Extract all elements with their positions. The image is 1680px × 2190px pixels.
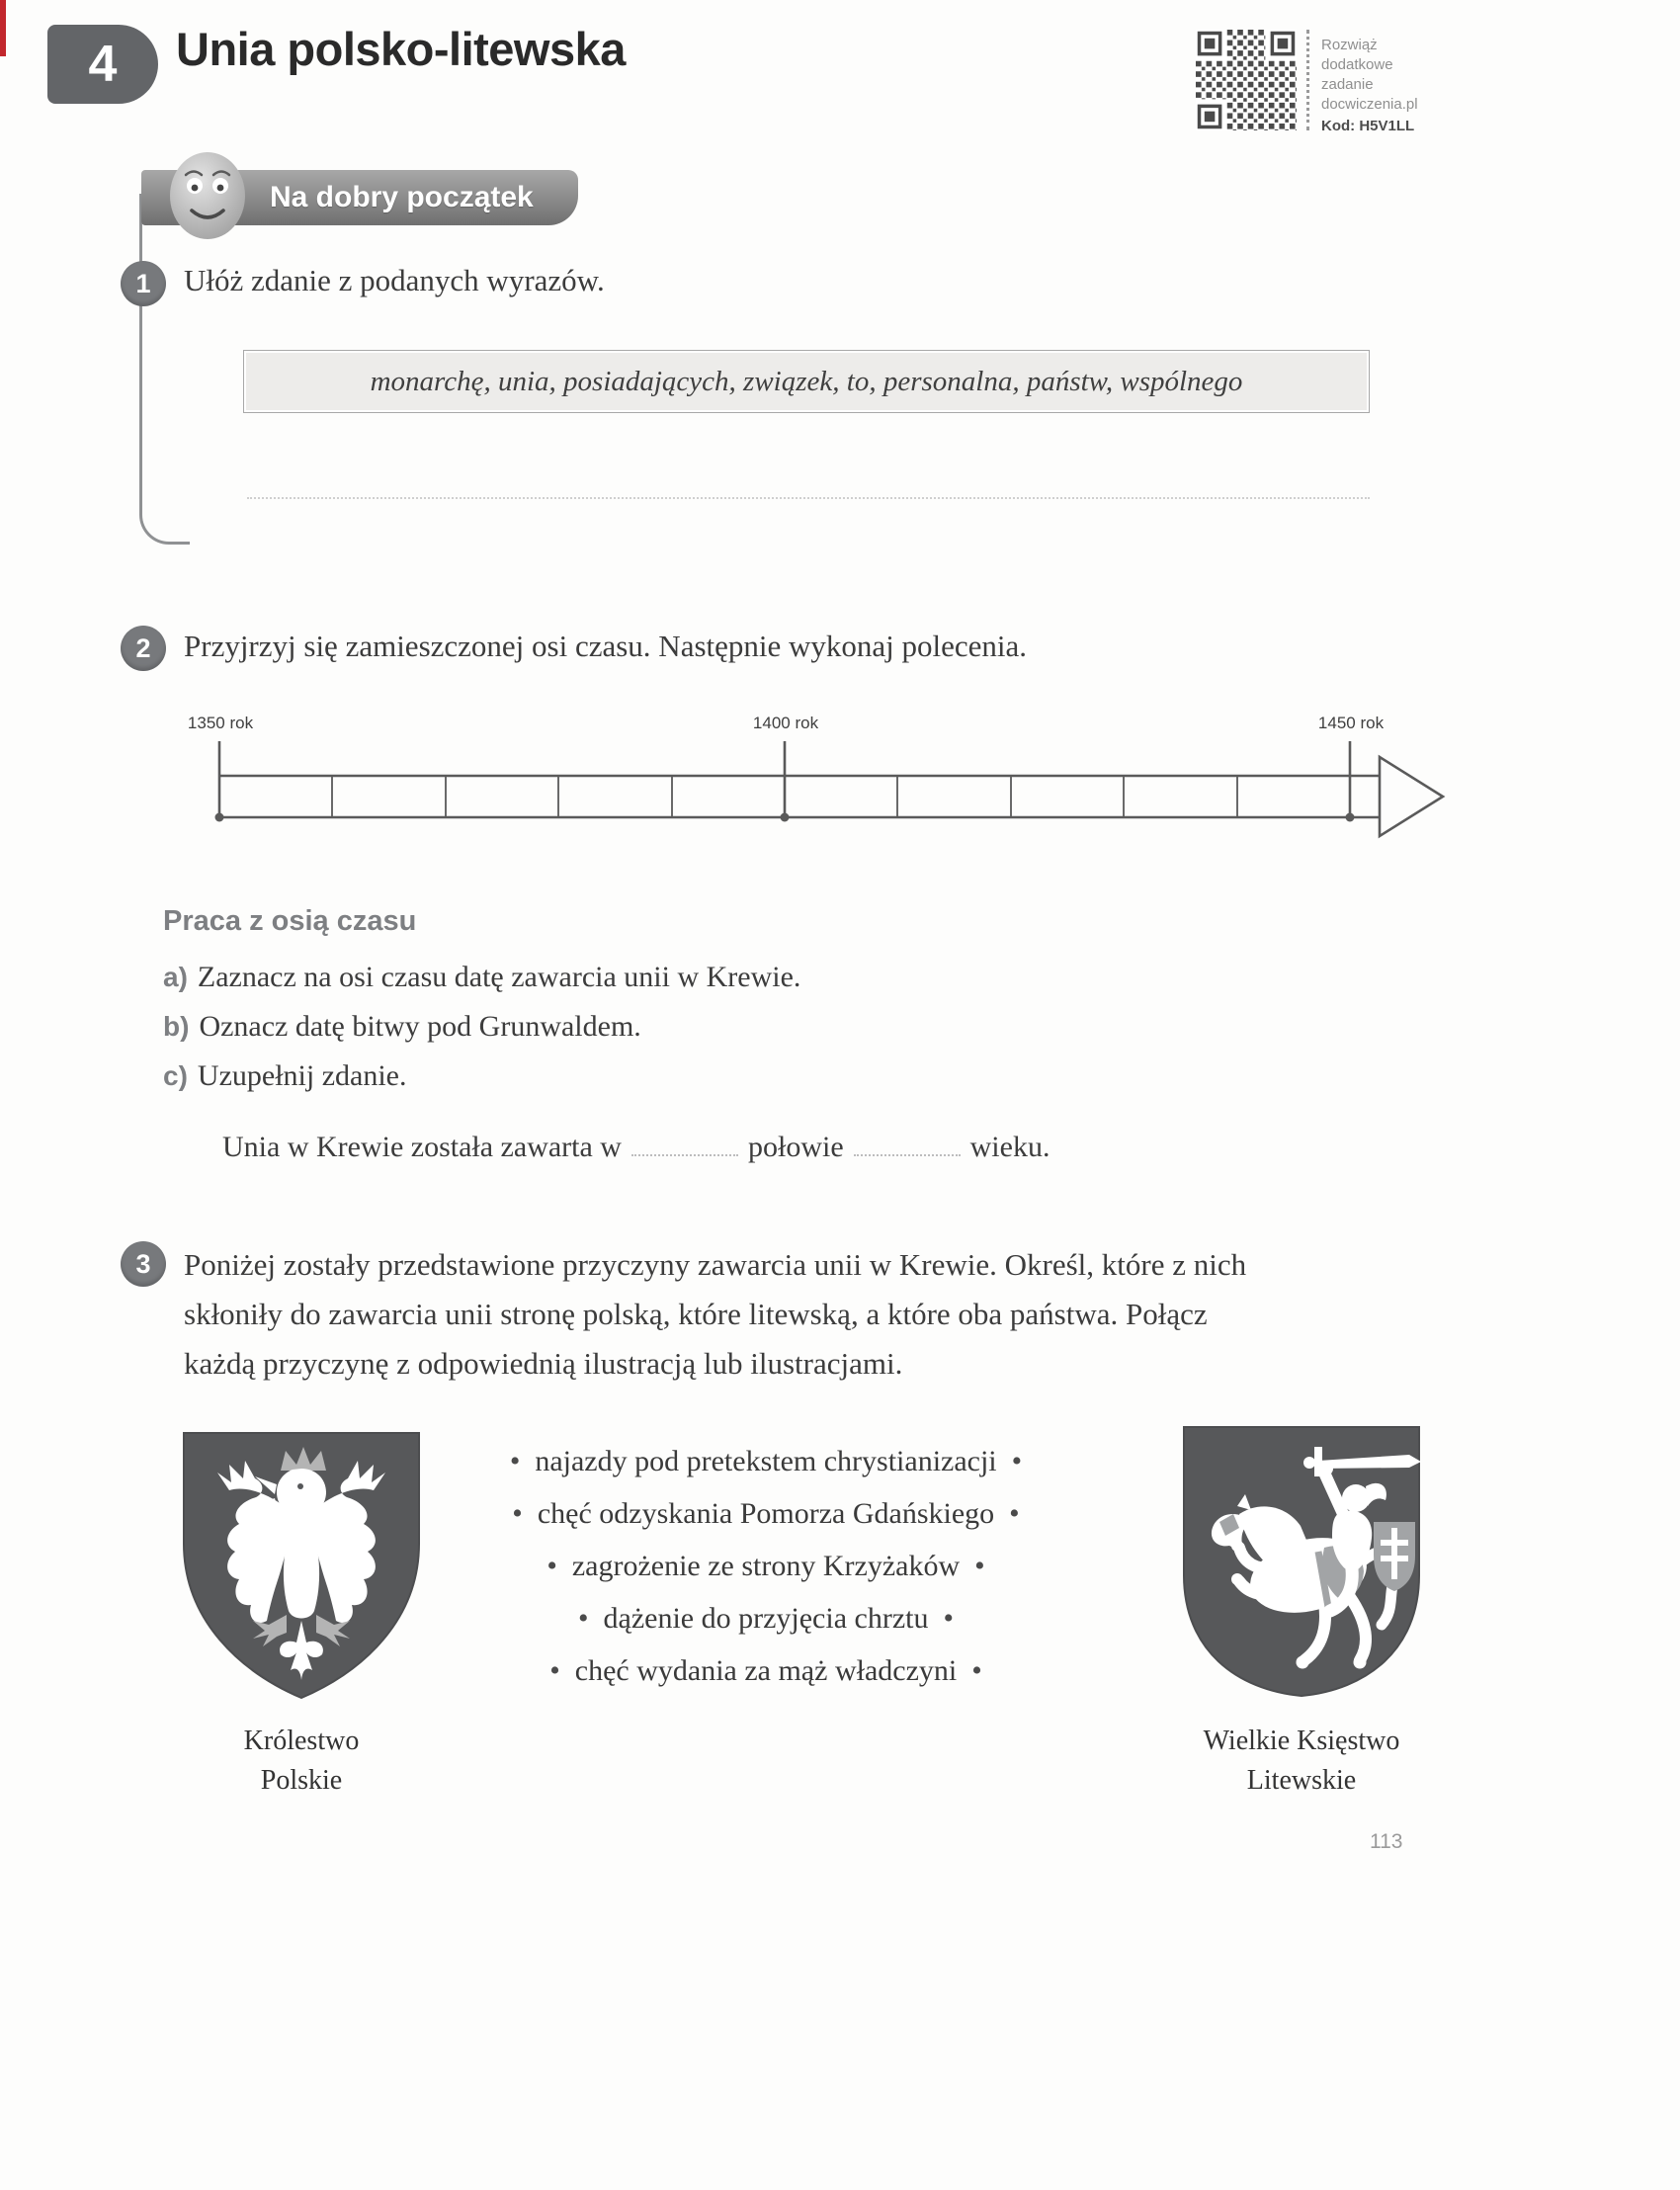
qr-separator	[1306, 30, 1309, 130]
lithuanian-coat-caption-line: Litewskie	[1246, 1765, 1357, 1796]
sword-crossguard	[1314, 1447, 1322, 1476]
task-b	[163, 1010, 641, 1044]
exercise1-number: 1	[135, 268, 151, 298]
exercise1-number-badge	[121, 261, 166, 306]
fill-blank-2	[854, 1127, 961, 1156]
smiley-icon	[168, 150, 247, 241]
timeline-graphic	[178, 731, 1463, 860]
fill-sentence-part3: wieku.	[969, 1131, 1050, 1163]
qr-code-label: Kod: H5V1LL	[1321, 118, 1415, 134]
union-reason: • najazdy pod pretekstem chrystianizacji •	[415, 1435, 1117, 1487]
lithuanian-coat-caption	[1178, 1722, 1425, 1801]
lithuanian-coat-caption-line: Wielkie Księstwo	[1203, 1726, 1400, 1756]
exercise2-number-badge	[121, 626, 166, 671]
polish-coat-of-arms	[178, 1427, 425, 1704]
polish-coat-caption-line: Królestwo	[243, 1726, 360, 1756]
timeline-work-heading: Praca z osią czasu	[163, 905, 417, 937]
qr-caption-line: docwiczenia.pl	[1321, 96, 1418, 113]
timeline-tick-label-1450: 1450 rok	[1317, 714, 1385, 732]
exercise3-prompt-line: Poniżej zostały przedstawione przyczyny zawarcia unii w Krewie. Określ, które z nich	[184, 1247, 1247, 1282]
task-c	[163, 1059, 407, 1093]
lithuanian-coat-of-arms	[1178, 1421, 1425, 1702]
sword-pommel	[1303, 1457, 1315, 1469]
word-bank-words: monarchę, unia, posiadających, związek, to, personalna, państw, wspólnego	[370, 365, 1243, 397]
qr-caption	[1321, 30, 1418, 136]
qr-caption-line: Rozwiąż	[1321, 37, 1378, 53]
fill-sentence-part1: Unia w Krewie została zawarta w	[222, 1131, 622, 1163]
timeline-arrowhead	[1380, 757, 1443, 836]
qr-caption-line: zadanie	[1321, 76, 1374, 93]
qr-caption-line: dodatkowe	[1321, 56, 1393, 73]
page-title: Unia polsko-litewska	[176, 23, 626, 75]
chapter-number: 4	[88, 36, 118, 93]
chapter-number-badge	[47, 25, 158, 104]
union-reasons-list	[415, 1435, 1117, 1697]
exercise-bracket-line	[139, 194, 190, 545]
exercise2-number: 2	[135, 632, 151, 663]
fill-sentence-part2: połowie	[747, 1131, 844, 1163]
task-b-letter: b)	[163, 1011, 190, 1042]
timeline-tick-label-1350: 1350 rok	[187, 714, 254, 732]
task-a-letter: a)	[163, 962, 188, 992]
task-c-letter: c)	[163, 1060, 188, 1091]
exercise3-prompt-line: skłoniły do zawarcia unii stronę polską, które litewską, a które oba państwa. Połącz	[184, 1297, 1208, 1331]
task-b-text: Oznacz datę bitwy pod Grunwaldem.	[199, 1010, 641, 1043]
exercise1-answer-line	[247, 497, 1370, 499]
qr-panel	[1196, 30, 1418, 136]
task-a-text: Zaznacz na osi czasu datę zawarcia unii w Krewie.	[197, 961, 801, 993]
polish-coat-caption	[178, 1722, 425, 1801]
rider-helmet	[1342, 1484, 1370, 1512]
exercise3-number-badge	[121, 1241, 166, 1287]
union-reason: • chęć odzyskania Pomorza Gdańskiego •	[415, 1487, 1117, 1540]
exercise3-prompt-line: każdą przyczynę z odpowiednią ilustracją lub ilustracjami.	[184, 1346, 903, 1381]
page-edge-mark	[0, 0, 6, 56]
polish-coat-caption-line: Polskie	[260, 1765, 343, 1796]
union-reason: • chęć wydania za mąż władczyni •	[415, 1644, 1117, 1697]
exercise2-prompt: Przyjrzyj się zamieszczonej osi czasu. Następnie wykonaj polecenia.	[184, 629, 1028, 663]
exercise3-number: 3	[135, 1248, 151, 1279]
union-reason: • dążenie do przyjęcia chrztu •	[415, 1592, 1117, 1644]
exercise3-prompt	[184, 1240, 1389, 1389]
task-a	[163, 961, 800, 994]
page-number: 113	[1370, 1830, 1403, 1853]
section-banner: Na dobry początek	[141, 170, 578, 225]
qr-code-icon	[1196, 30, 1297, 130]
fill-in-sentence	[222, 1127, 1050, 1164]
union-reason: • zagrożenie ze strony Krzyżaków •	[415, 1540, 1117, 1592]
fill-blank-1	[631, 1127, 738, 1156]
task-c-text: Uzupełnij zdanie.	[197, 1059, 407, 1092]
timeline-tick-label-1400: 1400 rok	[752, 714, 819, 732]
exercise1-prompt: Ułóż zdanie z podanych wyrazów.	[184, 263, 605, 297]
word-bank-box	[243, 350, 1370, 413]
